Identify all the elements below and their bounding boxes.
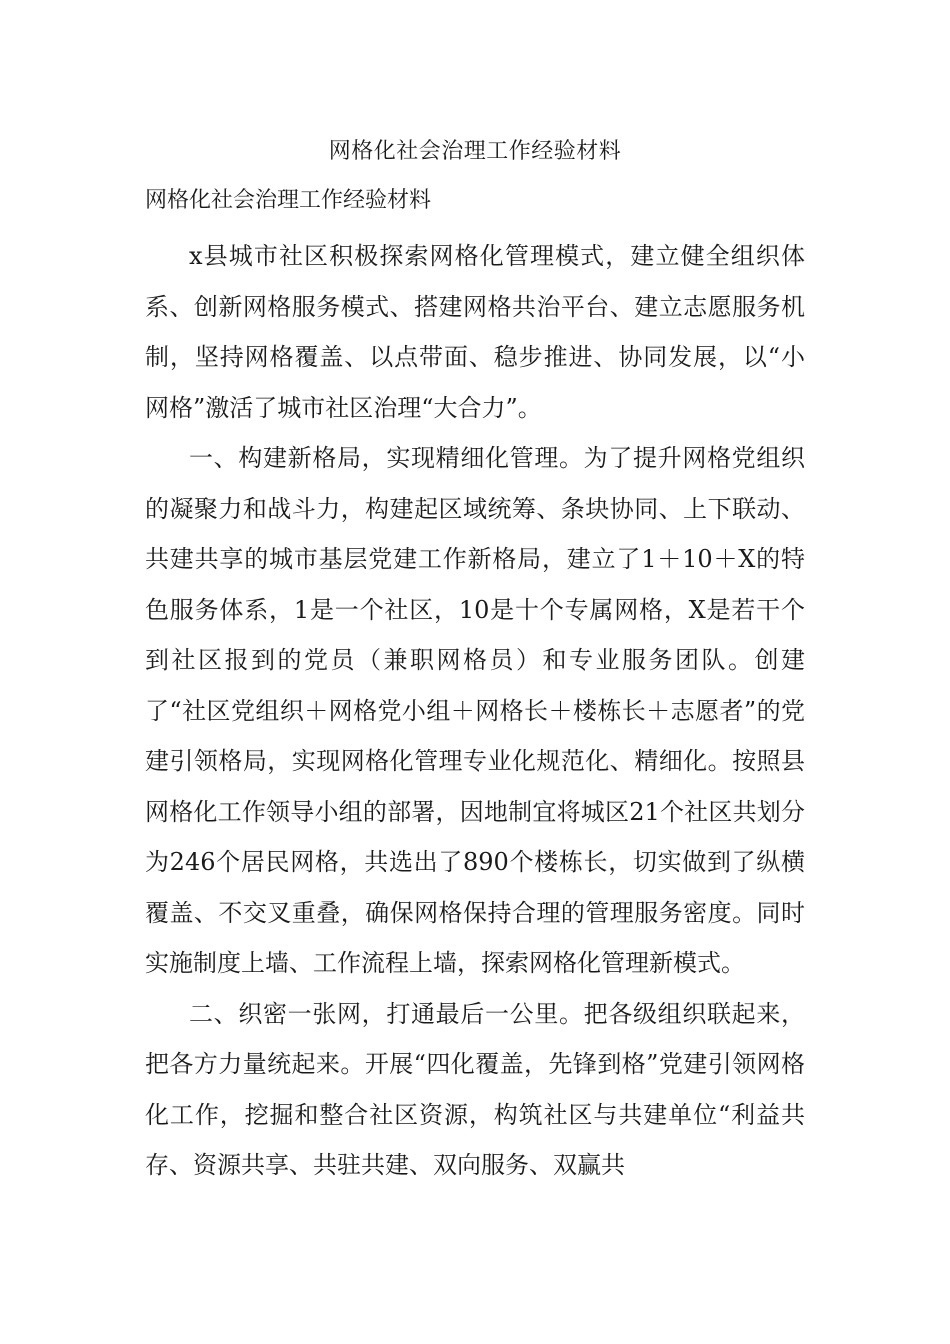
document-body	[145, 231, 805, 1191]
paragraph-section-2: 二、织密一张网，打通最后一公里。把各级组织联起来，把各方力量统起来。开展“四化覆盖，先锋到格”党建引领网格化工作，挖掘和整合社区资源，构筑社区与共建单位“利益共存、资源共享、共驻共建、双向服务、双赢共	[145, 999, 805, 1179]
paragraph-section-1: 一、构建新格局，实现精细化管理。为了提升网格党组织的凝聚力和战斗力，构建起区域统筹、条块协同、上下联动、共建共享的城市基层党建工作新格局，建立了1＋10＋X的特色服务体系，1是一个社区，10是十个专属网格，X是若干个到社区报到的党员（兼职网格员）和专业服务团队。创建了“社区党组织＋网格党小组＋网格长＋楼栋长＋志愿者”的党建引领格局，实现网格化管理专业化规范化、精细化。按照县网格化工作领导小组的部署，因地制宜将城区21个社区共划分为246个居民网格，共选出了890个楼栋长，切实做到了纵横覆盖、不交叉重叠，确保网格保持合理的管理服务密度。同时实施制度上墙、工作流程上墙，探索网格化管理新模式。	[145, 444, 805, 977]
paragraph-intro: x县城市社区积极探索网格化管理模式，建立健全组织体系、创新网格服务模式、搭建网格共治平台、建立志愿服务机制，坚持网格覆盖、以点带面、稳步推进、协同发展，以“小网格”激活了城市社区治理“大合力”。	[145, 242, 805, 422]
document-subtitle: 网格化社会治理工作经验材料	[145, 188, 432, 213]
document-title: 网格化社会治理工作经验材料	[328, 139, 622, 164]
